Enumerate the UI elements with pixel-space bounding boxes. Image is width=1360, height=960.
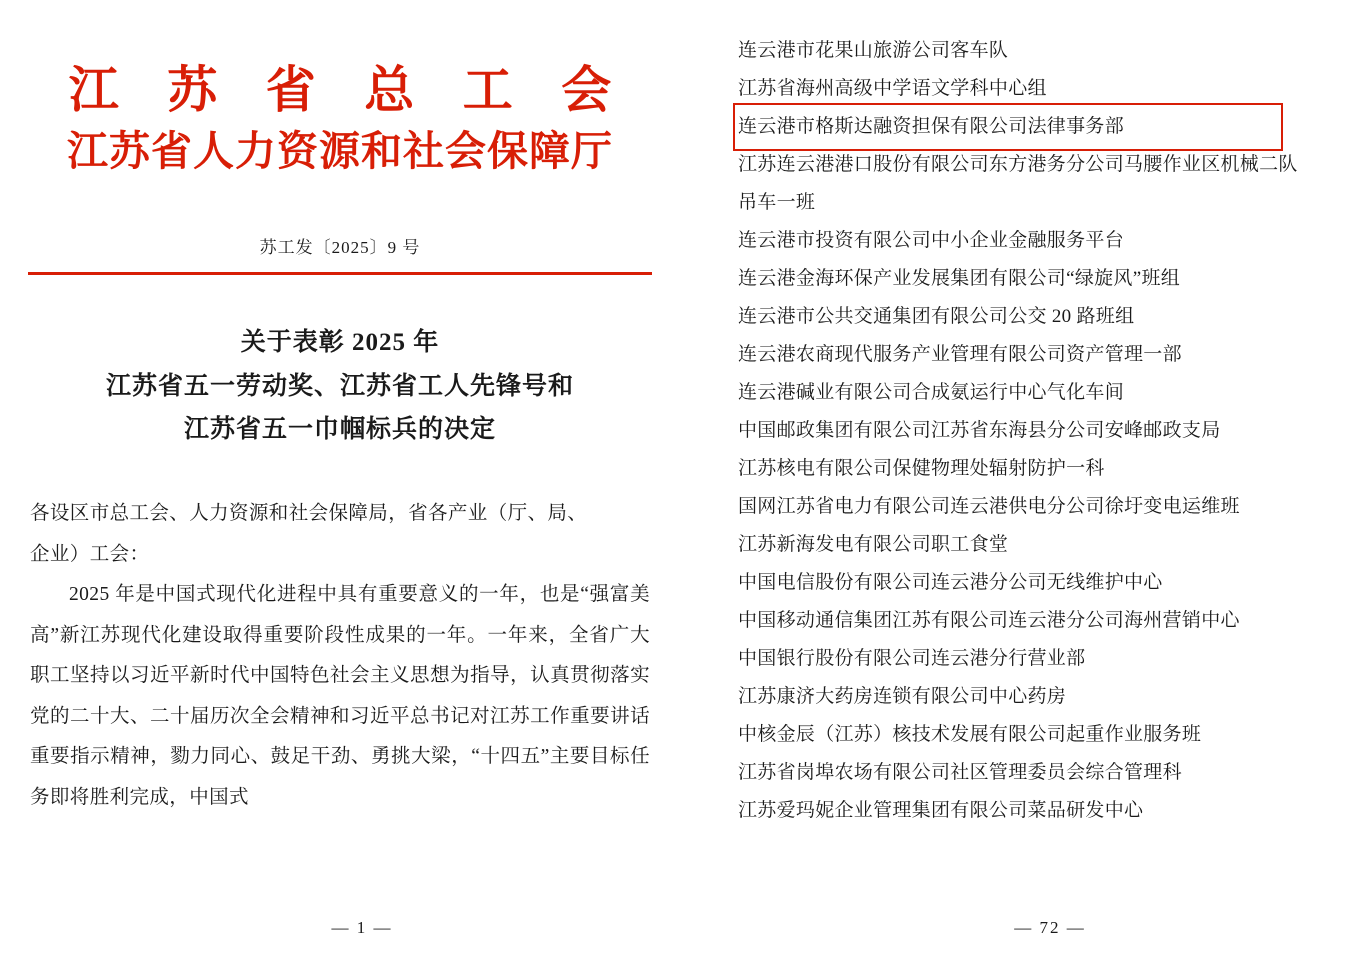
document-body	[0, 494, 680, 818]
left-page-number: — 1 —	[331, 918, 393, 937]
issuing-org-secondary: 江苏省人力资源和社会保障厅	[67, 127, 613, 174]
list-item: 中国邮政集团有限公司江苏省东海县分公司安峰邮政支局	[738, 420, 1221, 441]
title-line-3: 江苏省五一巾帼标兵的决定	[183, 416, 496, 444]
document-title	[0, 321, 680, 452]
list-item: 江苏省海州高级中学语文学科中心组	[738, 78, 1047, 99]
body-paragraph: 2025 年是中国式现代化进程中具有重要意义的一年，也是“强富美高”新江苏现代化建设取得重要阶段性成果的一年。一年来，全省广大职工坚持以习近平新时代中国特色社会主义思想为指导，认真贯彻落实党的二十大、二十届历次全会精神和习近平总书记对江苏工作重要讲话重要指示精神，勠力同心、鼓足干劲、勇挑大梁，“十四五”主要目标任务即将胜利完成，中国式	[30, 584, 650, 808]
document-number: 苏工发〔2025〕9 号	[259, 237, 421, 257]
list-item: 中国移动通信集团江苏有限公司连云港分公司海州营销中心	[738, 610, 1240, 631]
list-item: 中国银行股份有限公司连云港分行营业部	[738, 648, 1086, 669]
list-item: 江苏爱玛妮企业管理集团有限公司菜品研发中心	[738, 800, 1144, 821]
right-page-number: — 72 —	[1014, 918, 1086, 937]
list-item: 江苏康济大药房连锁有限公司中心药房	[738, 686, 1067, 707]
award-recipient-list	[680, 32, 1360, 830]
list-item: 连云港碱业有限公司合成氨运行中心气化车间	[738, 382, 1125, 403]
list-item: 江苏省岗埠农场有限公司社区管理委员会综合管理科	[738, 762, 1182, 783]
list-item: 江苏新海发电有限公司职工食堂	[738, 534, 1009, 555]
list-item: 连云港市公共交通集团有限公司公交 20 路班组	[738, 306, 1135, 327]
list-item: 江苏核电有限公司保健物理处辐射防护一科	[738, 458, 1105, 479]
list-item: 连云港农商现代服务产业管理有限公司资产管理一部	[738, 344, 1182, 365]
salutation-line-2: 企业）工会：	[30, 543, 150, 565]
right-page	[680, 0, 1360, 960]
title-line-1: 关于表彰 2025 年	[240, 328, 440, 356]
issuing-org-primary: 江 苏 省 总 工 会	[68, 62, 630, 118]
list-item: 连云港市投资有限公司中小企业金融服务平台	[738, 230, 1125, 251]
list-item: 连云港金海环保产业发展集团有限公司“绿旋风”班组	[738, 268, 1181, 289]
salutation-line-1: 各设区市总工会、人力资源和社会保障局，省各产业（厅、局、	[30, 503, 588, 524]
masthead	[0, 62, 680, 177]
list-item: 国网江苏省电力有限公司连云港供电分公司徐圩变电运维班	[738, 496, 1240, 517]
title-line-2: 江苏省五一劳动奖、江苏省工人先锋号和	[105, 372, 574, 400]
list-item: 中核金辰（江苏）核技术发展有限公司起重作业服务班	[738, 724, 1202, 745]
red-divider-rule	[28, 272, 652, 275]
list-item: 连云港市花果山旅游公司客车队	[738, 40, 1009, 61]
list-item: 江苏连云港港口股份有限公司东方港务分公司马腰作业区机械二队吊车一班	[738, 154, 1298, 213]
list-item-highlighted: 连云港市格斯达融资担保有限公司法律事务部	[738, 108, 1278, 146]
list-item: 中国电信股份有限公司连云港分公司无线维护中心	[738, 572, 1163, 593]
